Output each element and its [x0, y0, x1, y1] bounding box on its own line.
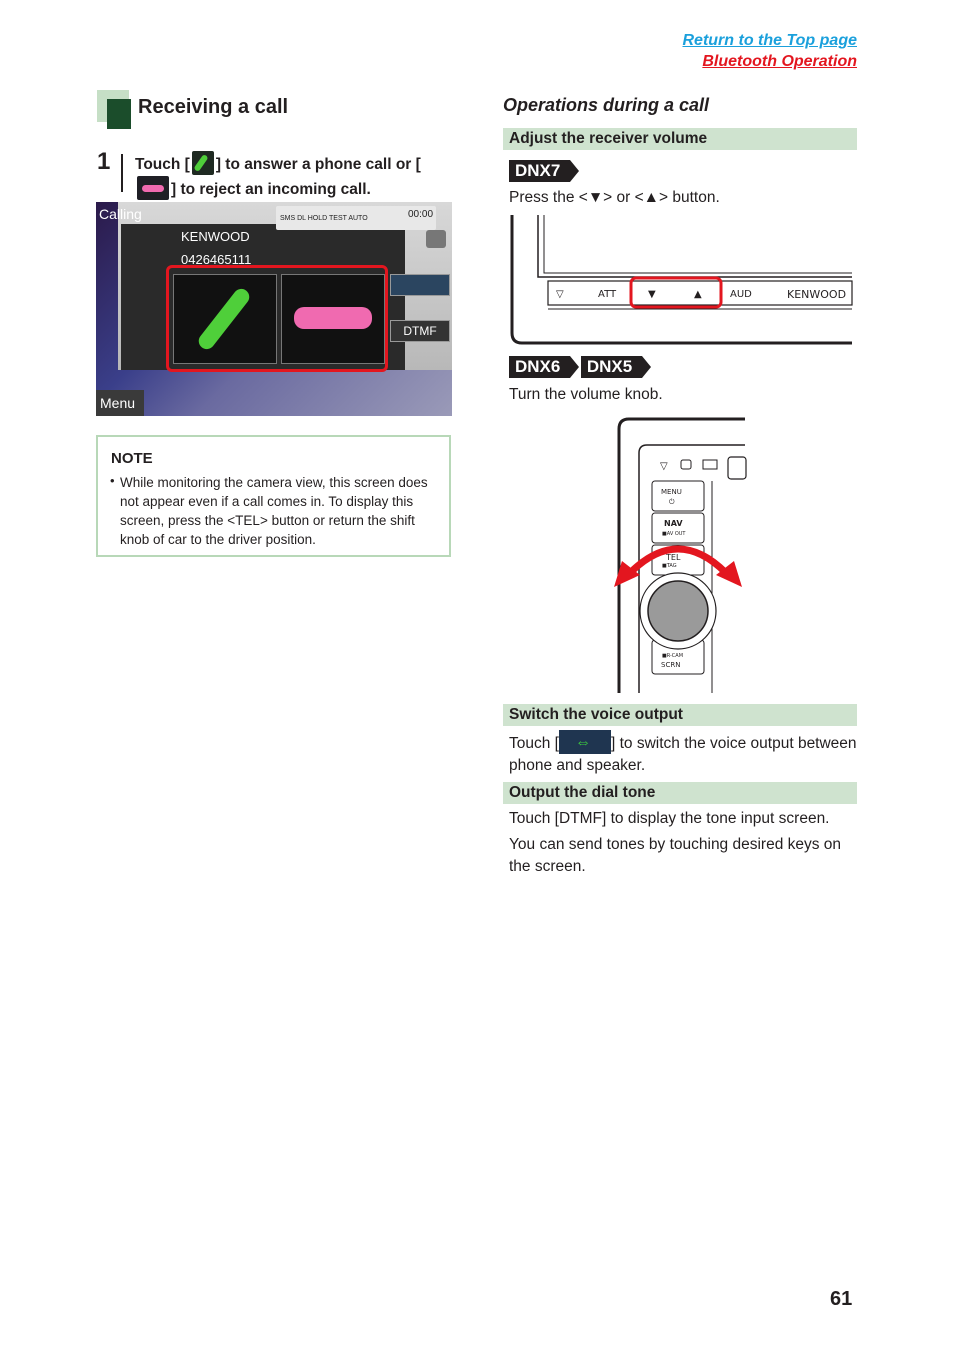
volume-knob [648, 581, 708, 641]
section-marker-icon [97, 90, 133, 130]
note-title: NOTE [111, 450, 153, 467]
menu-button[interactable]: Menu [96, 390, 144, 416]
switch-instruction [509, 730, 859, 777]
dnx7-tag: DNX7 [509, 160, 570, 182]
menu-label: MENU [661, 488, 682, 496]
av-out-label: ■AV OUT [662, 531, 686, 537]
scrn-label: SCRN [661, 661, 681, 669]
dnx7-tag-row [509, 160, 576, 182]
dnx5-tag: DNX5 [581, 356, 642, 378]
step-instruction [135, 151, 455, 201]
step-number: 1 [97, 148, 111, 175]
att-label: ATT [598, 289, 617, 300]
note-bullet: • [110, 473, 115, 488]
dnx6-panel-illustration [612, 415, 748, 693]
highlight-frame [166, 265, 388, 372]
nav-label: NAV [664, 519, 683, 528]
step-text-2: ] to answer a phone call or [ [215, 156, 421, 173]
return-top-link[interactable]: Return to the Top page [682, 32, 857, 49]
step-text-3: ] to reject an incoming call. [171, 181, 371, 198]
down-label: ▼ [648, 289, 656, 300]
dtmf-button[interactable]: DTMF [390, 320, 450, 342]
dnx6-dnx5-tag-row [509, 356, 648, 378]
switch-text-2: ] to switch the voice output between phone and speaker. [509, 735, 857, 774]
adjust-volume-heading: Adjust the receiver volume [503, 128, 857, 150]
calling-screen-image [96, 202, 452, 416]
calling-label: Calling [99, 206, 142, 222]
camera-icon [426, 230, 446, 248]
caller-name: KENWOOD [181, 229, 250, 244]
dnx7-panel-illustration [508, 215, 854, 345]
dial-instruction-1: Touch [DTMF] to display the tone input screen. [509, 810, 830, 827]
eject-icon: ▽ [556, 289, 564, 300]
status-text: SMS DL HOLD TEST AUTO [280, 215, 368, 222]
dnx6-tag: DNX6 [509, 356, 570, 378]
power-icon: ⏻ [669, 498, 675, 506]
voice-switch-icon [559, 730, 611, 754]
up-label: ▲ [694, 289, 702, 300]
step-divider [121, 154, 123, 192]
header-links [682, 30, 857, 72]
reject-call-icon [137, 176, 169, 200]
page-number: 61 [830, 1288, 853, 1310]
step-text-1: Touch [ [135, 156, 190, 173]
turn-instruction: Turn the volume knob. [509, 386, 663, 403]
dial-instruction-2: You can send tones by touching desired keys on the screen. [509, 836, 842, 875]
note-text: While monitoring the camera view, this screen does not appear even if a call comes in. To display this screen, press the <TEL> button or return the shift knob of car to the driver position. [120, 475, 428, 547]
answer-call-icon [192, 151, 214, 175]
rcam-label: ■R-CAM [662, 653, 684, 659]
operations-title: Operations during a call [503, 95, 710, 115]
call-time: 00:00 [408, 209, 434, 220]
dial-tone-heading: Output the dial tone [503, 782, 857, 804]
switch-text-1: Touch [ [509, 735, 559, 752]
kenwood-brand: KENWOOD [787, 288, 847, 301]
tag-label: ■TAG [662, 563, 677, 569]
switch-voice-heading: Switch the voice output [503, 704, 857, 726]
caller-number: 0426465111 [181, 252, 252, 267]
section-title: Receiving a call [138, 96, 289, 118]
svg-text:▽: ▽ [660, 461, 668, 472]
bluetooth-operation-link[interactable]: Bluetooth Operation [702, 53, 857, 70]
voice-switch-button[interactable] [390, 274, 450, 296]
press-instruction: Press the <▼> or <▲> button. [509, 189, 720, 206]
aud-label: AUD [730, 289, 752, 300]
tel-label: TEL [666, 553, 681, 562]
note-box [96, 435, 451, 557]
